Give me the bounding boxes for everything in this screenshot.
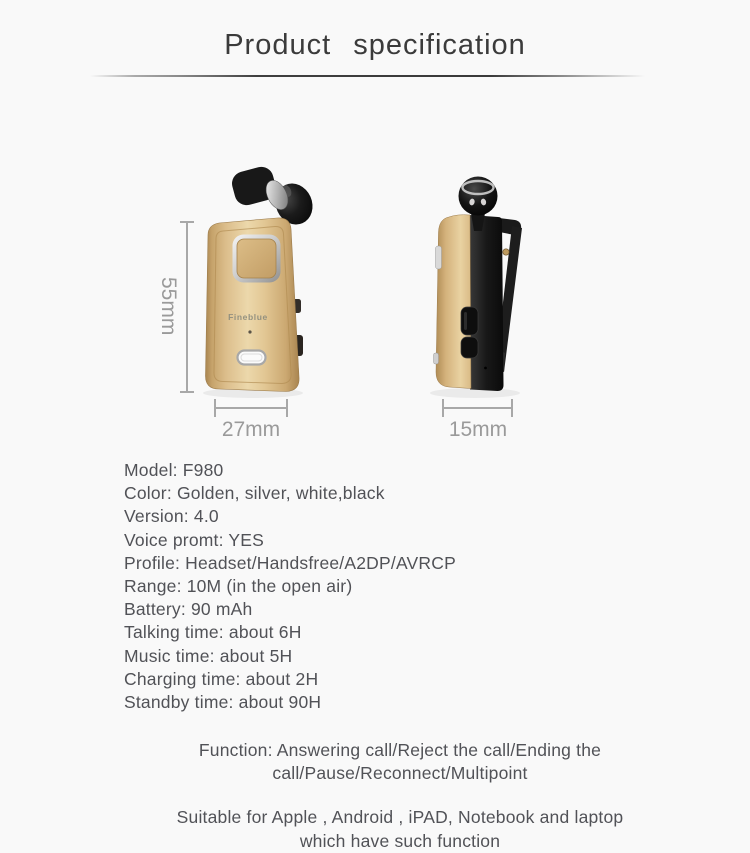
spec-profile: Profile: Headset/Handsfree/A2DP/AVRCP [124, 552, 456, 573]
spec-battery: Battery: 90 mAh [124, 599, 253, 620]
dimension-cap [214, 399, 216, 417]
spec-talking-time: Talking time: about 6H [124, 622, 302, 643]
mic-hole [248, 330, 251, 333]
depth-dimension-label: 15mm [448, 418, 508, 441]
spec-color: Color: Golden, silver, white,black [124, 483, 385, 504]
height-dimension-label: 55mm [157, 277, 180, 336]
clip-screw [503, 249, 509, 255]
function-line-2: call/Pause/Reconnect/Multipoint [272, 763, 528, 784]
function-line-1: Function: Answering call/Reject the call/Ending the [198, 740, 602, 760]
function-paragraph [105, 739, 695, 785]
dimension-line-height [186, 222, 188, 392]
page-title: Product specification [224, 29, 526, 61]
spec-voice-prompt: Voice promt: YES [124, 529, 265, 550]
dimension-cap [180, 221, 194, 223]
compatibility-paragraph [105, 805, 695, 853]
volume-buttons [461, 307, 478, 358]
compatibility-line-2: which have such function [299, 831, 501, 851]
spec-charging-time: Charging time: about 2H [124, 668, 319, 689]
spec-music-time: Music time: about 5H [124, 645, 293, 666]
brand-logo-text: Fineblue [228, 312, 268, 322]
side-chrome-detail [434, 353, 439, 364]
compatibility-line-1: Suitable for Apple , Android , iPAD, Notebook and laptop [176, 807, 624, 827]
spec-standby-time: Standby time: about 90H [124, 692, 322, 713]
front-main-button [233, 235, 281, 283]
dimension-cap [511, 399, 513, 417]
dimension-cap [286, 399, 288, 417]
dimension-cap [180, 391, 194, 393]
front-oval-port [238, 351, 266, 365]
side-black-body [470, 215, 504, 391]
headset-side-photo [425, 160, 545, 405]
width-dimension-label: 27mm [221, 418, 281, 441]
title-divider [90, 75, 645, 77]
dimension-line-width [215, 407, 287, 409]
dimension-line-depth [443, 407, 513, 409]
spec-version: Version: 4.0 [124, 506, 219, 527]
dimension-cap [442, 399, 444, 417]
spec-list [124, 459, 456, 714]
earbud-ball [459, 177, 498, 216]
spec-model: Model: F980 [124, 460, 224, 480]
spec-range: Range: 10M (in the open air) [124, 576, 353, 597]
side-mic-hole [484, 367, 487, 370]
headset-front-photo [195, 165, 315, 400]
side-chrome-button [436, 246, 442, 269]
side-gold-front [436, 215, 471, 389]
